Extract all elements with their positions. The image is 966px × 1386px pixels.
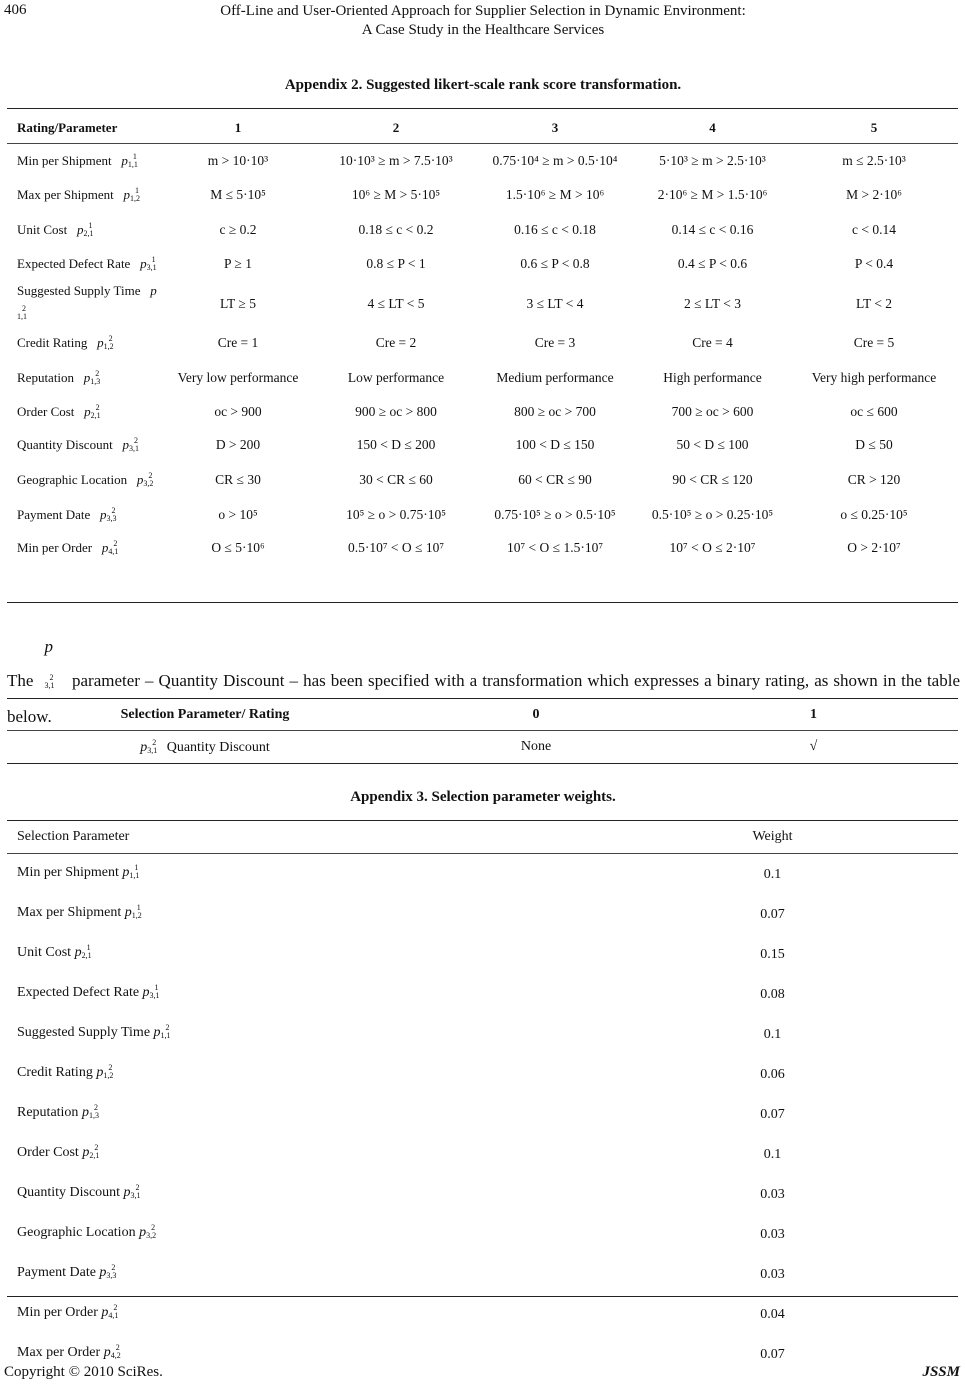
weight-cell: 0.03 (760, 1187, 785, 1202)
parameter-label: Expected Defect Rate (17, 256, 131, 272)
table-row (7, 1292, 958, 1332)
parameter-symbol: p3,22 (139, 1223, 157, 1240)
rating-cell: c < 0.14 (852, 221, 896, 237)
rating-cell: 0.6 ≤ P < 0.8 (520, 256, 590, 272)
parameter-symbol: p1,21 (124, 903, 142, 920)
parameter-label: Quantity Discount (17, 1185, 121, 1200)
parameter-cell (7, 892, 587, 932)
rating-cell: High performance (663, 369, 762, 385)
parameter-symbol: p1,12 (153, 1023, 171, 1040)
rating-cell: 1.5·10⁶ ≥ M > 10⁶ (505, 187, 605, 203)
rating-cell: Cre = 5 (853, 334, 895, 350)
parameter-label: Payment Date (17, 1265, 96, 1280)
rating-cell: P < 0.4 (854, 256, 894, 272)
appendix3-table (7, 821, 958, 1372)
weight-cell: 0.1 (763, 1027, 782, 1042)
column-header: Rating/Parameter (17, 119, 118, 135)
appendix3-bottom-rule (7, 1296, 958, 1297)
parameter-symbol: p3,12 (44, 637, 55, 690)
weight-cell: 0.07 (760, 907, 785, 922)
rating-cell: 700 ≥ oc > 600 (671, 404, 754, 420)
column-header: 1 (810, 707, 817, 722)
parameter-cell (7, 498, 159, 531)
table-row (7, 1252, 958, 1292)
parameter-cell (7, 144, 159, 177)
parameter-label: Expected Defect Rate (17, 985, 140, 1000)
parameter-cell (7, 1052, 587, 1092)
weight-cell: 0.03 (760, 1267, 785, 1282)
parameter-symbol: p3,22 (136, 470, 154, 488)
column-header: 4 (709, 119, 716, 135)
table-row (7, 1172, 958, 1212)
parameter-label: Order Cost (17, 404, 75, 420)
parameter-cell (7, 972, 587, 1012)
rating-cell: 0.75·10⁵ ≥ o > 0.5·10⁵ (494, 506, 616, 522)
table-row (7, 360, 958, 396)
rating-cell: 0.5·10⁵ ≥ o > 0.25·10⁵ (651, 506, 774, 522)
rating-cell: 5·10³ ≥ m > 2.5·10³ (659, 152, 766, 168)
appendix2-top-rule (7, 108, 958, 109)
rating-cell: 4 ≤ LT < 5 (367, 296, 425, 312)
parameter-cell (7, 1012, 587, 1052)
parameter-symbol: p1,11 (122, 863, 140, 880)
parameter-cell (7, 282, 159, 326)
rating-cell: oc > 900 (214, 404, 262, 420)
weight-cell: 0.03 (760, 1227, 785, 1242)
column-header: 0 (532, 707, 540, 722)
binary-table-top-rule (7, 698, 958, 699)
parameter-symbol: p3,12 (140, 737, 158, 755)
rating-cell: 0.8 ≤ P < 1 (366, 256, 426, 272)
parameter-symbol: p2,11 (74, 943, 92, 960)
rating-cell: 100 < D ≤ 150 (515, 437, 595, 453)
weight-cell: 0.15 (760, 947, 785, 962)
rating-cell: 150 < D ≤ 200 (356, 437, 436, 453)
parameter-cell (7, 932, 587, 972)
table-row (7, 1132, 958, 1172)
parameter-symbol: p1,12 (17, 283, 157, 322)
parameter-label: Credit Rating (17, 334, 88, 350)
rating-cell: 0.5·10⁷ < O ≤ 10⁷ (347, 539, 445, 555)
table-row (7, 1012, 958, 1052)
copyright: Copyright © 2010 SciRes. (4, 1364, 163, 1380)
parameter-label: Min per Order (17, 1305, 98, 1320)
rating-cell: CR ≤ 30 (215, 471, 261, 487)
parameter-cell (7, 1172, 587, 1212)
parameter-label: Max per Shipment (17, 187, 114, 203)
parameter-cell (7, 1092, 587, 1132)
parameter-label: Unit Cost (17, 945, 72, 960)
parameter-label: Quantity Discount (166, 739, 270, 755)
rating-cell: 800 ≥ oc > 700 (514, 404, 596, 420)
rating-cell: 10⁶ ≥ M > 5·10⁵ (351, 187, 441, 203)
appendix3-header-row (7, 821, 958, 852)
weight-cell: 0.1 (763, 867, 782, 882)
parameter-symbol: p1,22 (97, 333, 114, 351)
parameter-label: Credit Rating (17, 1065, 93, 1080)
column-header: Weight (752, 828, 793, 844)
rating-cell: Cre = 3 (534, 334, 576, 350)
parameter-symbol: p1,22 (96, 1063, 114, 1080)
parameter-label: Unit Cost (17, 221, 68, 237)
appendix2-bottom-rule (7, 602, 958, 603)
rating-cell: 0.14 ≤ c < 0.16 (671, 221, 754, 237)
parameter-cell (7, 396, 159, 429)
table-row (7, 213, 958, 246)
parameter-symbol: p2,11 (76, 220, 94, 238)
parameter-symbol: p3,11 (140, 255, 157, 273)
page-number: 406 (4, 2, 27, 18)
rating-cell: Low performance (347, 369, 445, 385)
column-header: 3 (551, 119, 559, 135)
rating-cell: m ≤ 2.5·10³ (842, 152, 906, 168)
rating-cell: 60 < CR ≤ 90 (518, 471, 592, 487)
rating-cell: M ≤ 5·10⁵ (210, 187, 266, 203)
binary-header-row (7, 700, 958, 730)
parameter-cell (7, 462, 159, 498)
parameter-symbol: p4,22 (103, 1343, 121, 1360)
parameter-label: Min per Shipment (17, 865, 119, 880)
table-row (7, 429, 958, 462)
appendix2-table (7, 111, 958, 564)
rating-cell: Cre = 4 (692, 334, 733, 350)
column-header: 1 (234, 119, 242, 135)
table-row (7, 1212, 958, 1252)
parameter-cell (7, 1292, 587, 1332)
table-row (7, 852, 958, 892)
weight-cell: 0.1 (763, 1147, 782, 1162)
rating-cell: m > 10·10³ (207, 152, 269, 168)
table-row (7, 531, 958, 564)
binary-rating-table (7, 700, 958, 763)
rating-cell: Very high performance (811, 369, 937, 385)
rating-cell: o > 10⁵ (218, 506, 258, 522)
rating-cell: 3 ≤ LT < 4 (526, 296, 584, 312)
parameter-symbol: p1,21 (123, 186, 141, 204)
rating-cell: 30 < CR ≤ 60 (359, 471, 433, 487)
rating-cell: O ≤ 5·10⁶ (211, 539, 265, 555)
column-header: Selection Parameter (17, 828, 130, 844)
table-row (7, 177, 958, 213)
parameter-label: Suggested Supply Time (17, 283, 141, 299)
appendix2-caption: Appendix 2. Suggested likert-scale rank score transformation. (284, 77, 682, 93)
weight-cell: 0.07 (760, 1107, 785, 1122)
running-title-line2: A Case Study in the Healthcare Services (361, 22, 605, 38)
table-row (7, 144, 958, 177)
rating-cell: D ≤ 50 (855, 437, 893, 453)
running-title (0, 2, 966, 40)
running-title-line1: Off-Line and User-Oriented Approach for Supplier Selection in Dynamic Environment: (220, 3, 746, 19)
parameter-symbol: p1,32 (83, 368, 101, 386)
parameter-cell (7, 360, 159, 396)
rating-cell: 10·10³ ≥ m > 7.5·10³ (339, 152, 453, 168)
parameter-cell (7, 326, 159, 359)
paragraph-text: parameter – Quantity Discount – has been specified with a transformation which expresses a binary rating, as shown in the table below. (7, 671, 960, 726)
rating-cell: 900 ≥ oc > 800 (355, 404, 437, 420)
parameter-symbol: p4,12 (101, 538, 119, 556)
rating-cell: M > 2·10⁶ (846, 187, 902, 203)
weight-cell: 0.06 (760, 1067, 785, 1082)
rating-cell: Medium performance (496, 369, 614, 385)
rating-cell: Cre = 1 (217, 334, 259, 350)
parameter-cell (7, 1252, 587, 1292)
rating-cell: o ≤ 0.25·10⁵ (840, 506, 908, 522)
parameter-label: Max per Order (17, 1345, 101, 1360)
parameter-symbol: p3,12 (122, 436, 139, 454)
parameter-label: Reputation (17, 369, 75, 385)
parameter-cell (7, 213, 159, 246)
parameter-symbol: p2,12 (82, 1143, 100, 1160)
column-header: 5 (870, 119, 878, 135)
table-row (7, 246, 958, 282)
parameter-symbol: p3,32 (99, 1263, 117, 1280)
table-row (7, 396, 958, 429)
parameter-cell (7, 246, 159, 282)
table-row (7, 932, 958, 972)
rating-cell: 10⁷ < O ≤ 1.5·10⁷ (506, 539, 604, 555)
parameter-symbol: p3,32 (100, 505, 117, 523)
parameter-cell (7, 852, 587, 892)
parameter-label: Suggested Supply Time (17, 1025, 151, 1040)
parameter-label: Order Cost (17, 1145, 79, 1160)
rating-cell: 0.75·10⁴ ≥ m > 0.5·10⁴ (492, 152, 618, 168)
rating-cell: CR > 120 (847, 471, 901, 487)
rating-cell: LT < 2 (855, 296, 893, 312)
rating-cell: 10⁵ ≥ o > 0.75·10⁵ (346, 506, 446, 522)
rating-cell: 2 ≤ LT < 3 (683, 296, 742, 312)
rating-cell: 10⁷ < O ≤ 2·10⁷ (669, 539, 756, 555)
paragraph-lead: The (7, 671, 34, 690)
table-row (7, 282, 958, 326)
parameter-symbol: p4,12 (101, 1303, 119, 1320)
rating-cell: Cre = 2 (375, 334, 417, 350)
binary-table-bottom-rule (7, 763, 958, 764)
parameter-cell (7, 531, 159, 564)
parameter-label: Payment Date (17, 506, 91, 522)
weight-cell: 0.07 (760, 1347, 785, 1362)
rating-cell: 2·10⁶ ≥ M > 1.5·10⁶ (657, 187, 768, 203)
parameter-label: Min per Shipment (17, 152, 112, 168)
weight-cell: 0.08 (760, 987, 785, 1002)
parameter-symbol: p2,12 (84, 403, 101, 421)
parameter-label: Min per Order (17, 539, 93, 555)
parameter-cell (7, 177, 159, 213)
table-row (7, 972, 958, 1012)
parameter-label: Max per Shipment (17, 905, 122, 920)
rating-cell: D > 200 (215, 437, 261, 453)
parameter-label: Geographic Location (17, 1225, 136, 1240)
rating-cell: oc ≤ 600 (850, 404, 898, 420)
table-row (7, 498, 958, 531)
rating-0-cell: None (520, 738, 552, 754)
rating-cell: 0.4 ≤ P < 0.6 (677, 256, 748, 272)
rating-cell: Very low performance (177, 369, 299, 385)
parameter-symbol: p1,32 (81, 1103, 99, 1120)
appendix2-header-row (7, 111, 958, 144)
table-row (7, 462, 958, 498)
parameter-label: Reputation (17, 1105, 79, 1120)
table-row (7, 326, 958, 359)
table-row (7, 730, 958, 763)
rating-cell: P ≥ 1 (224, 256, 252, 272)
rating-cell: 90 < CR ≤ 120 (672, 471, 753, 487)
rating-cell: c ≥ 0.2 (219, 221, 257, 237)
parameter-symbol: p3,11 (142, 983, 160, 1000)
parameter-symbol: p3,12 (123, 1183, 141, 1200)
parameter-cell (7, 429, 159, 462)
journal-name: JSSM (922, 1364, 960, 1380)
column-header: Selection Parameter/ Rating (120, 707, 290, 722)
rating-cell: O > 2·10⁷ (847, 539, 901, 555)
parameter-symbol: p1,11 (121, 151, 138, 169)
parameter-label: Quantity Discount (17, 437, 113, 453)
table-row (7, 1052, 958, 1092)
rating-1-cell: √ (809, 738, 818, 754)
parameter-label: Geographic Location (17, 471, 128, 487)
table-row (7, 892, 958, 932)
rating-cell: 0.18 ≤ c < 0.2 (358, 221, 434, 237)
rating-cell: LT ≥ 5 (220, 296, 256, 312)
column-header: 2 (392, 119, 400, 135)
parameter-cell (7, 1132, 587, 1172)
rating-cell: 50 < D ≤ 100 (676, 437, 749, 453)
parameter-cell (7, 730, 403, 763)
weight-cell: 0.04 (760, 1307, 785, 1322)
appendix3-caption: Appendix 3. Selection parameter weights. (350, 789, 616, 805)
parameter-cell (7, 1212, 587, 1252)
rating-cell: 0.16 ≤ c < 0.18 (514, 221, 596, 237)
table-row (7, 1092, 958, 1132)
